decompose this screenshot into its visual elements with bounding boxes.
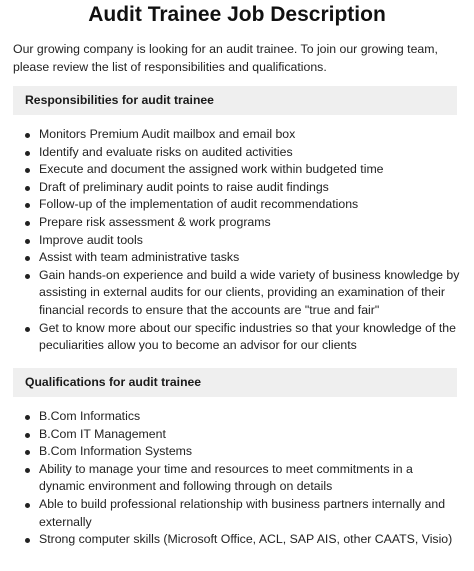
bullet-icon: [25, 538, 30, 543]
list-item-text: B.Com IT Management: [39, 426, 166, 441]
list-item: [13, 496, 461, 531]
list-item: [13, 144, 461, 162]
list-item: [13, 267, 461, 320]
list-item: [13, 196, 461, 214]
bullet-icon: [25, 327, 30, 332]
responsibilities-list: [13, 126, 461, 355]
list-item-text: Follow-up of the implementation of audit recommendations: [39, 197, 359, 212]
list-item-text: Ability to manage your time and resources to meet commitments in a dynamic environment and following through on details: [39, 461, 413, 494]
bullet-icon: [25, 221, 30, 226]
bullet-icon: [25, 151, 30, 156]
bullet-icon: [25, 133, 30, 138]
list-item: [13, 320, 461, 355]
bullet-icon: [25, 186, 30, 191]
list-item-text: B.Com Information Systems: [39, 444, 193, 459]
list-item-text: Monitors Premium Audit mailbox and email box: [39, 127, 296, 141]
bullet-icon: [25, 415, 30, 420]
list-item-text: Execute and document the assigned work within budgeted time: [39, 162, 384, 177]
bullet-icon: [25, 168, 30, 173]
list-item-text: Improve audit tools: [39, 232, 143, 247]
bullet-icon: [25, 239, 30, 244]
bullet-icon: [25, 468, 30, 473]
list-item-text: Able to build professional relationship with business partners internally and externally: [39, 496, 446, 529]
list-item: [13, 214, 461, 232]
bullet-icon: [25, 450, 30, 455]
list-item: [13, 408, 461, 426]
list-item: [13, 426, 461, 444]
list-item-text: Get to know more about our specific industries so that your knowledge of the peculiarities allow you to become an advisor for our clients: [39, 320, 456, 353]
list-item: [13, 531, 461, 549]
qualifications-heading: Qualifications for audit trainee: [13, 368, 457, 397]
qualifications-list: [13, 408, 461, 549]
list-item-text: Strong computer skills (Microsoft Office, ACL, SAP AIS, other CAATS, Visio): [39, 532, 453, 547]
bullet-icon: [25, 256, 30, 261]
bullet-icon: [25, 433, 30, 438]
list-item: [13, 461, 461, 496]
list-item: [13, 249, 461, 267]
list-item-text: Identify and evaluate risks on audited activities: [39, 144, 293, 159]
list-item: [13, 232, 461, 250]
bullet-icon: [25, 503, 30, 508]
list-item: [13, 443, 461, 461]
intro-paragraph: Our growing company is looking for an audit trainee. To join our growing team, please review the list of responsibilities and qualifications.: [13, 42, 438, 74]
bullet-icon: [25, 274, 30, 279]
list-item: [13, 126, 461, 144]
list-item-text: B.Com Informatics: [39, 409, 141, 423]
list-item-text: Draft of preliminary audit points to raise audit findings: [39, 179, 329, 194]
list-item: [13, 179, 461, 197]
page-title: Audit Trainee Job Description: [88, 3, 386, 26]
bullet-icon: [25, 203, 30, 208]
responsibilities-heading: Responsibilities for audit trainee: [13, 86, 457, 115]
list-item-text: Assist with team administrative tasks: [39, 250, 240, 265]
list-item-text: Prepare risk assessment & work programs: [39, 214, 271, 229]
list-item-text: Gain hands-on experience and build a wide variety of business knowledge by assisting in external audits for our clients, providing an examination of their financial records to ensure that the accounts are "true and fair": [39, 267, 460, 317]
list-item: [13, 161, 461, 179]
